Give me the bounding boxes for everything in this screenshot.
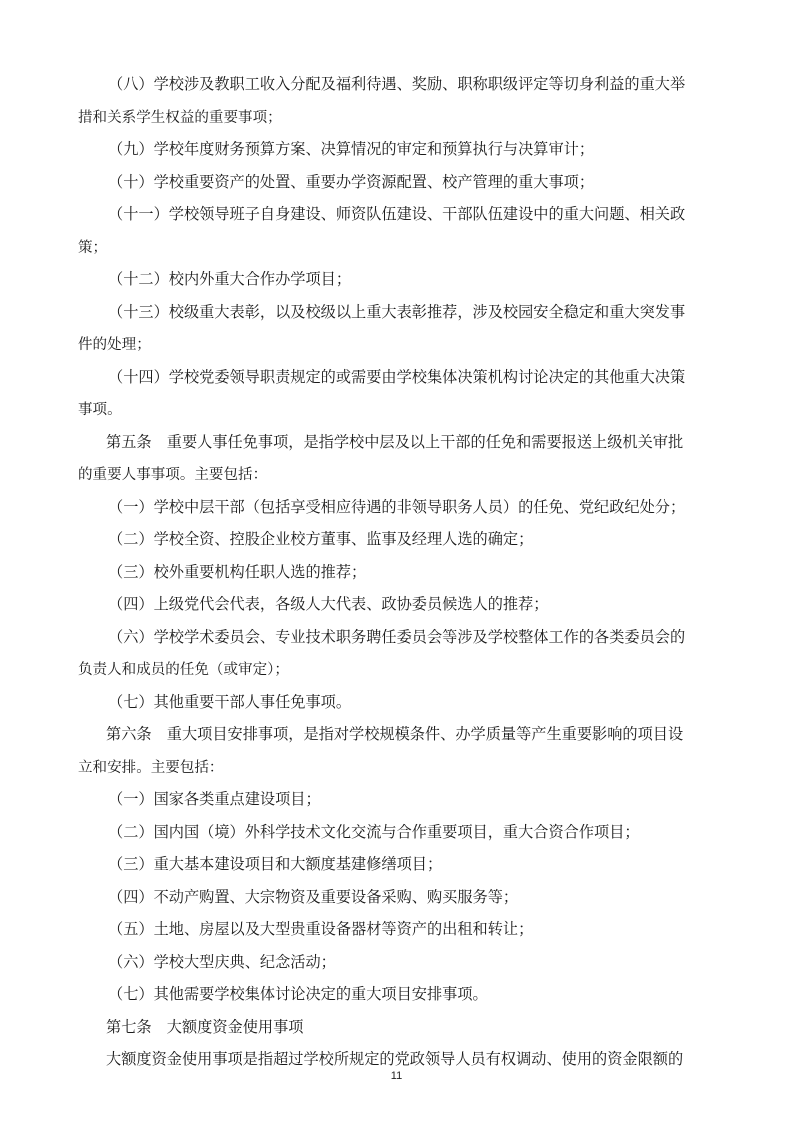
- article-heading-line: 第五条 重要人事任免事项，是指学校中层及以上干部的任免和需要报送上级机关审批: [106, 432, 684, 451]
- text-line: （四）不动产购置、大宗物资及重要设备采购、购买服务等；: [108, 887, 519, 906]
- document-body: [78, 73, 728, 1081]
- text-line: 策；: [78, 238, 108, 256]
- text-line: 负责人和成员的任免（或审定）；: [78, 661, 289, 678]
- text-line: （四）上级党代会代表，各级人大代表、政协委员候选人的推荐；: [108, 595, 549, 613]
- text-line: （三）重大基本建设项目和大额度基建修缮项目；: [108, 855, 443, 873]
- text-line: （三）校外重要机构任职人选的推荐；: [108, 562, 367, 581]
- text-line: （八）学校涉及教职工收入分配及福利待遇、奖励、职称职级评定等切身利益的重大举: [108, 75, 686, 93]
- text-line: 的重要人事事项。主要包括：: [78, 466, 268, 483]
- text-line: （六）学校大型庆典、纪念活动；: [108, 952, 336, 971]
- text-line: 件的处理；: [78, 336, 151, 353]
- text-line: （十三）校级重大表彰，以及校级以上重大表彰推荐，涉及校园安全稳定和重大突发事: [108, 302, 686, 321]
- text-line: （一）学校中层干部（包括享受相应待遇的非领导职务人员）的任免、党纪政纪处分；: [108, 497, 686, 516]
- article-heading-line: 第六条 重大项目安排事项，是指对学校规模条件、办学质量等产生重要影响的项目设: [106, 725, 684, 743]
- text-line: （十二）校内外重大合作办学项目；: [108, 270, 351, 288]
- text-line: 事项。: [78, 401, 122, 418]
- text-line: （十四）学校党委领导职责规定的或需要由学校集体决策机构讨论决定的其他重大决策: [108, 367, 686, 386]
- text-line: （十）学校重要资产的处置、重要办学资源配置、校产管理的重大事项；: [108, 172, 594, 191]
- text-line: （二）学校全资、控股企业校方董事、监事及经理人选的确定；: [108, 530, 534, 548]
- text-line: （七）其他重要干部人事任免事项。: [108, 692, 351, 711]
- text-line: （九）学校年度财务预算方案、决算情况的审定和预算执行与决算审计；: [108, 140, 594, 158]
- text-line: （一）国家各类重点建设项目；: [108, 790, 321, 808]
- text-line: （五）土地、房屋以及大型贵重设备器材等资产的出租和转让；: [108, 920, 534, 938]
- text-line: （六）学校学术委员会、专业技术职务聘任委员会等涉及学校整体工作的各类委员会的: [108, 627, 686, 646]
- text-line: 立和安排。主要包括：: [78, 758, 224, 776]
- text-line: （十一）学校领导班子自身建设、师资队伍建设、干部队伍建设中的重大问题、相关政: [108, 205, 686, 223]
- text-line: （二）国内国（境）外科学技术文化交流与合作重要项目，重大合资合作项目；: [108, 822, 640, 841]
- text-line: 措和关系学生权益的重要事项；: [78, 108, 282, 126]
- text-line: （七）其他需要学校集体讨论决定的重大项目安排事项。: [108, 985, 488, 1003]
- text-line: 大额度资金使用事项是指超过学校所规定的党政领导人员有权调动、使用的资金限额的: [106, 1050, 684, 1068]
- article-heading-line: 第七条 大额度资金使用事项: [106, 1017, 304, 1036]
- page-number: 11: [390, 1070, 403, 1082]
